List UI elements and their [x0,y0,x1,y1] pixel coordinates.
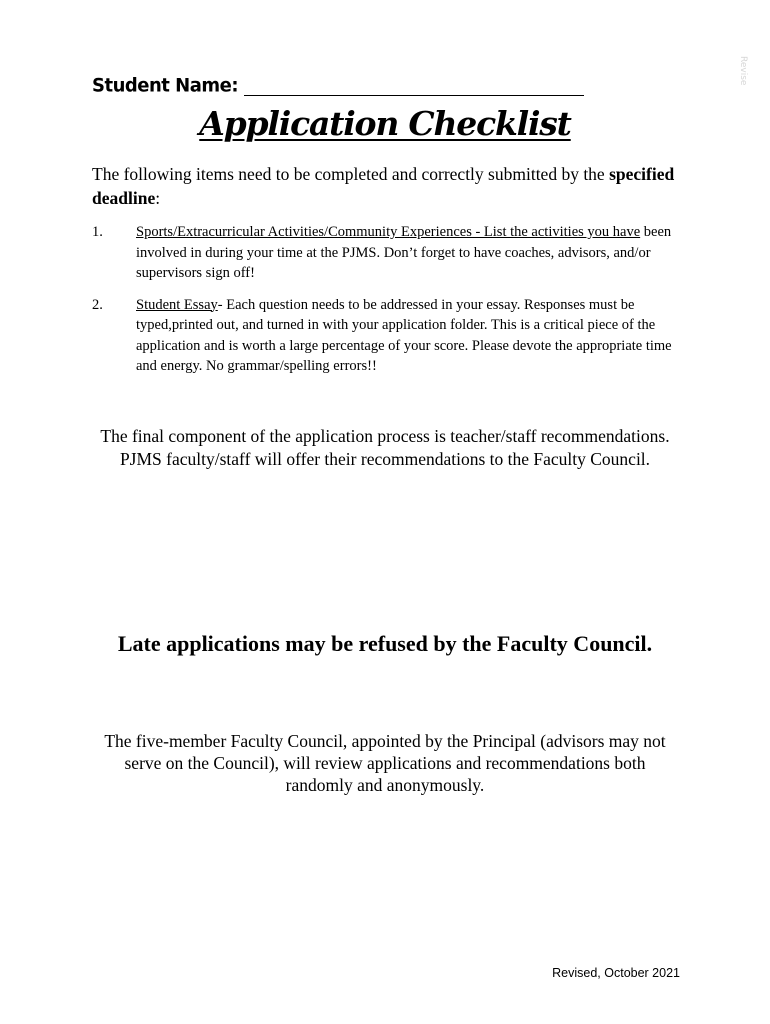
list-item-heading: Sports/Extracurricular Activities/Community Experiences - List the activities you have [136,224,641,240]
student-name-label: Student Name: [92,74,239,97]
intro-text: The following items need to be completed and correctly submitted by the [92,164,610,184]
list-item-number: 1. [92,224,103,240]
intro-paragraph [92,162,692,210]
list-item-description: - Each question needs to be addressed in your essay. Responses must be typed,printed out, and turned in with your application folder. This is a critical piece of the application and is worth a large percentage of your score. Please devote the appropriate time and energy. No grammar/spelling errors!! [136,296,672,374]
intro-end: : [155,188,161,208]
final-component-line-2: PJMS faculty/staff will offer their recommendations to the Faculty Council. [119,449,651,469]
list-item-text [136,222,692,284]
intro-deadline: specified deadline [92,164,675,208]
list-item-heading: Student Essay [136,296,218,313]
list-item-text [136,295,692,377]
list-item-description: been involved in during your time at the PJMS. Don’t forget to have coaches, advisors, and/or supervisors sign off! [136,224,672,281]
final-component-line-1: The final component of the application process is teacher/staff recommendations. [100,426,670,446]
margin-watermark: Revise [738,56,748,86]
final-component-note [0,425,770,471]
student-name-row [92,66,562,96]
list-item-number: 2. [92,296,103,313]
list-item [92,295,692,377]
checklist [92,222,692,388]
late-applications-notice: Late applications may be refused by the Faculty Council. [117,631,653,656]
student-name-field[interactable] [244,73,584,96]
page-title: Application Checklist [199,104,571,143]
list-item [92,222,692,284]
revision-date: Revised, October 2021 [552,966,680,980]
council-note: The five-member Faculty Council, appointed by the Principal (advisors may not serve on the Council), will review applications and recommendations both randomly and anonymously. [104,731,666,795]
